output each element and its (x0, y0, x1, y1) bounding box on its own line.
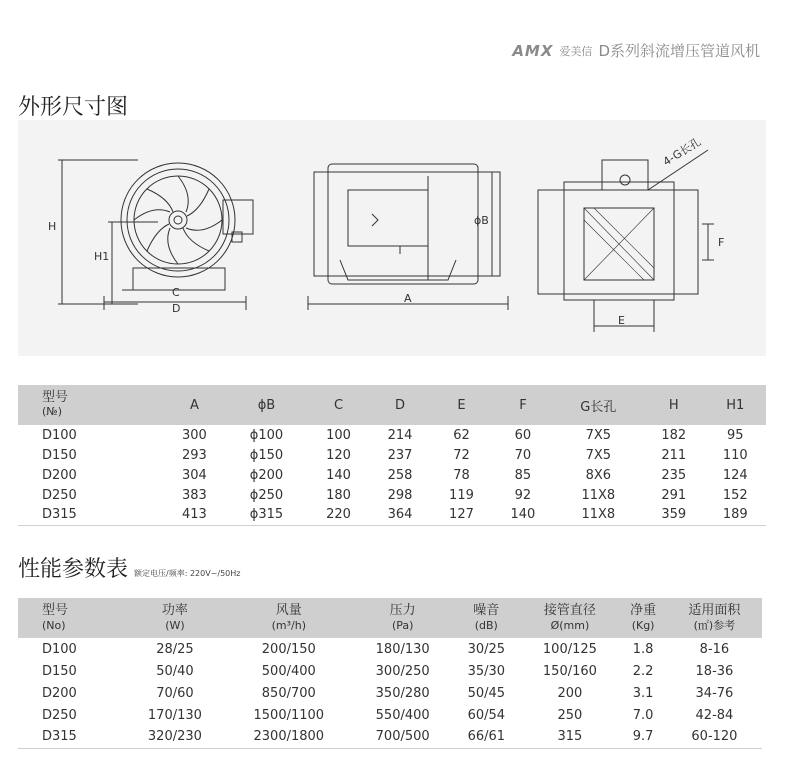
table-cell: 304 (181, 467, 207, 483)
top-view (538, 150, 714, 332)
table-cell: 383 (181, 487, 207, 503)
perf-header-cell (667, 598, 762, 638)
table-cell: 258 (387, 467, 413, 483)
header-G: G长孔 (580, 399, 617, 415)
table-cell: 110 (722, 447, 748, 463)
label-H: H (48, 220, 57, 233)
brand-cn-name: 爱美信 (559, 44, 593, 58)
header-H1: H1 (726, 397, 745, 413)
table-cell: D315 (18, 505, 164, 525)
table-cell: 72 (453, 447, 470, 463)
section-title-performance (18, 552, 240, 583)
table-cell: 1500/1100 (253, 707, 325, 723)
table-cell: 237 (387, 447, 413, 463)
table-cell: 150/160 (542, 663, 597, 679)
dimension-table (18, 385, 766, 526)
table-cell: 200/150 (261, 641, 316, 657)
header-C: C (333, 397, 344, 413)
table-cell: 9.7 (619, 726, 667, 748)
label-phiB: ϕB (474, 214, 489, 227)
label-D: D (172, 302, 181, 315)
table-cell: 119 (449, 487, 474, 503)
brand-logo: AMX (512, 41, 554, 60)
table-cell: 189 (704, 505, 766, 525)
table-cell: 60-120 (667, 726, 762, 748)
table-cell: D200 (42, 467, 77, 483)
table-cell: 34-76 (695, 685, 734, 701)
table-cell: D315 (18, 726, 126, 748)
table-cell: 220 (308, 505, 369, 525)
table-cell: ϕ150 (249, 447, 284, 463)
table-cell: 100 (326, 427, 351, 443)
perf-header-label: 功率 (161, 603, 188, 618)
perf-header-unit: (m³/h) (271, 619, 306, 632)
table-cell: 700/500 (353, 726, 452, 748)
label-H1: H1 (94, 250, 110, 263)
table-cell: 413 (164, 505, 225, 525)
table-cell: 180/130 (375, 641, 430, 657)
table-cell: 250 (557, 707, 583, 723)
table-row (18, 465, 766, 485)
table-row (18, 425, 766, 445)
table-row (18, 485, 766, 505)
label-A: A (404, 292, 412, 305)
label-C: C (172, 286, 180, 299)
dimension-drawing-svg (18, 120, 766, 356)
table-cell: D150 (42, 447, 77, 463)
header-H: H (668, 397, 679, 413)
perf-header-unit: (dB) (474, 619, 498, 632)
table-cell: 70/60 (156, 685, 194, 701)
header-B: ϕB (257, 397, 276, 413)
table-cell: 50/45 (467, 685, 506, 701)
perf-header-label: 接管直径 (543, 603, 596, 618)
dimension-drawing (18, 120, 766, 356)
table-row (18, 505, 766, 525)
section-title-dimensions: 外形尺寸图 (18, 95, 129, 120)
table-cell: 92 (514, 487, 532, 503)
table-row (18, 638, 762, 660)
perf-header-unit: (㎡)参考 (693, 619, 736, 632)
table-row (18, 682, 762, 704)
performance-table (18, 598, 762, 749)
table-cell: 2.2 (632, 663, 654, 679)
perf-header-unit: Ø(mm) (550, 619, 590, 632)
table-cell: 60/54 (467, 707, 506, 723)
table-cell: ϕ200 (249, 467, 284, 483)
perf-header-unit: (No) (42, 619, 66, 632)
table-cell: 550/400 (375, 707, 430, 723)
table-cell: 11X8 (554, 505, 643, 525)
table-cell: 2300/1800 (224, 726, 353, 748)
table-cell: 293 (181, 447, 207, 463)
table-cell: D250 (42, 487, 77, 503)
dimension-table-header (18, 385, 766, 425)
header-E: E (457, 397, 466, 413)
table-cell: 8-16 (699, 641, 730, 657)
perf-header-cell (224, 598, 353, 638)
table-cell: ϕ315 (225, 505, 308, 525)
table-cell: 30/25 (467, 641, 506, 657)
perf-header-cell (619, 598, 667, 638)
table-cell: 3.1 (632, 685, 654, 701)
perf-header-cell (353, 598, 452, 638)
label-F: F (718, 236, 725, 249)
table-cell: 78 (453, 467, 470, 483)
perf-header-label: 净重 (630, 603, 657, 618)
table-cell: D100 (42, 427, 77, 443)
table-cell: 95 (726, 427, 744, 443)
table-cell: 66/61 (452, 726, 521, 748)
table-cell: D150 (42, 663, 77, 679)
table-cell: 300/250 (375, 663, 430, 679)
table-cell: 500/400 (261, 663, 316, 679)
perf-header-cell (452, 598, 521, 638)
table-cell: 214 (387, 427, 413, 443)
perf-header-unit: (Kg) (631, 619, 655, 632)
table-cell: 60 (514, 427, 532, 443)
table-cell: 364 (369, 505, 430, 525)
table-cell: 320/230 (126, 726, 225, 748)
table-cell: D200 (42, 685, 77, 701)
table-cell: 300 (181, 427, 207, 443)
table-cell: 1.8 (632, 641, 654, 657)
table-cell: 211 (661, 447, 687, 463)
table-cell: 140 (326, 467, 351, 483)
table-row (18, 726, 762, 748)
perf-header-label: 风量 (275, 603, 302, 618)
table-cell: 100/125 (542, 641, 597, 657)
table-row (18, 445, 766, 465)
table-cell: 127 (431, 505, 492, 525)
table-cell: 18-36 (695, 663, 734, 679)
brand-header (512, 40, 760, 61)
table-cell: 170/130 (147, 707, 202, 723)
perf-header-unit: (W) (165, 619, 185, 632)
section-title-performance-text: 性能参数表 (18, 557, 129, 582)
table-cell: 120 (326, 447, 351, 463)
perf-header-cell (126, 598, 225, 638)
table-cell: 85 (514, 467, 532, 483)
table-cell: 291 (661, 487, 687, 503)
table-row (18, 660, 762, 682)
table-cell: 7X5 (585, 427, 612, 443)
table-row (18, 704, 762, 726)
table-cell: 7.0 (632, 707, 654, 723)
table-cell: 28/25 (156, 641, 194, 657)
table-cell: 50/40 (156, 663, 194, 679)
perf-header-label: 适用面积 (688, 603, 741, 618)
header-D: D (394, 397, 405, 413)
table-cell: 359 (643, 505, 704, 525)
table-cell: 350/280 (375, 685, 430, 701)
label-E: E (618, 314, 625, 327)
table-cell: 11X8 (581, 487, 616, 503)
perf-header-label: 型号 (42, 603, 69, 618)
table-cell: 42-84 (695, 707, 734, 723)
table-cell: 152 (722, 487, 748, 503)
table-cell: 62 (453, 427, 470, 443)
table-cell: 200 (557, 685, 583, 701)
table-cell: ϕ100 (249, 427, 284, 443)
table-cell: 182 (661, 427, 687, 443)
table-cell: 850/700 (261, 685, 316, 701)
table-cell: 7X5 (585, 447, 612, 463)
side-view (308, 164, 508, 310)
performance-table-header (18, 598, 762, 638)
table-cell: 8X6 (585, 467, 612, 483)
table-cell: D250 (42, 707, 77, 723)
table-cell: 180 (326, 487, 351, 503)
table-cell: 140 (492, 505, 553, 525)
label-G: 4-G长孔 (660, 135, 704, 169)
perf-header-label: 噪音 (473, 603, 500, 618)
header-model: 型号 (№) (42, 390, 69, 418)
header-A: A (189, 397, 199, 413)
perf-header-cell (521, 598, 620, 638)
table-cell: 124 (722, 467, 748, 483)
perf-header-unit: (Pa) (391, 619, 414, 632)
rated-voltage-note: 额定电压/频率: 220V~/50Hz (134, 569, 241, 578)
table-cell: 298 (387, 487, 413, 503)
table-cell: ϕ250 (249, 487, 284, 503)
product-series-title: D系列斜流增压管道风机 (598, 42, 760, 60)
front-view (58, 160, 253, 310)
table-cell: 235 (661, 467, 687, 483)
table-cell: 35/30 (467, 663, 506, 679)
table-cell: 70 (514, 447, 532, 463)
header-F: F (519, 397, 527, 413)
table-cell: D100 (42, 641, 77, 657)
table-cell: 315 (521, 726, 620, 748)
perf-header-cell (18, 598, 126, 638)
perf-header-label: 压力 (389, 603, 416, 618)
